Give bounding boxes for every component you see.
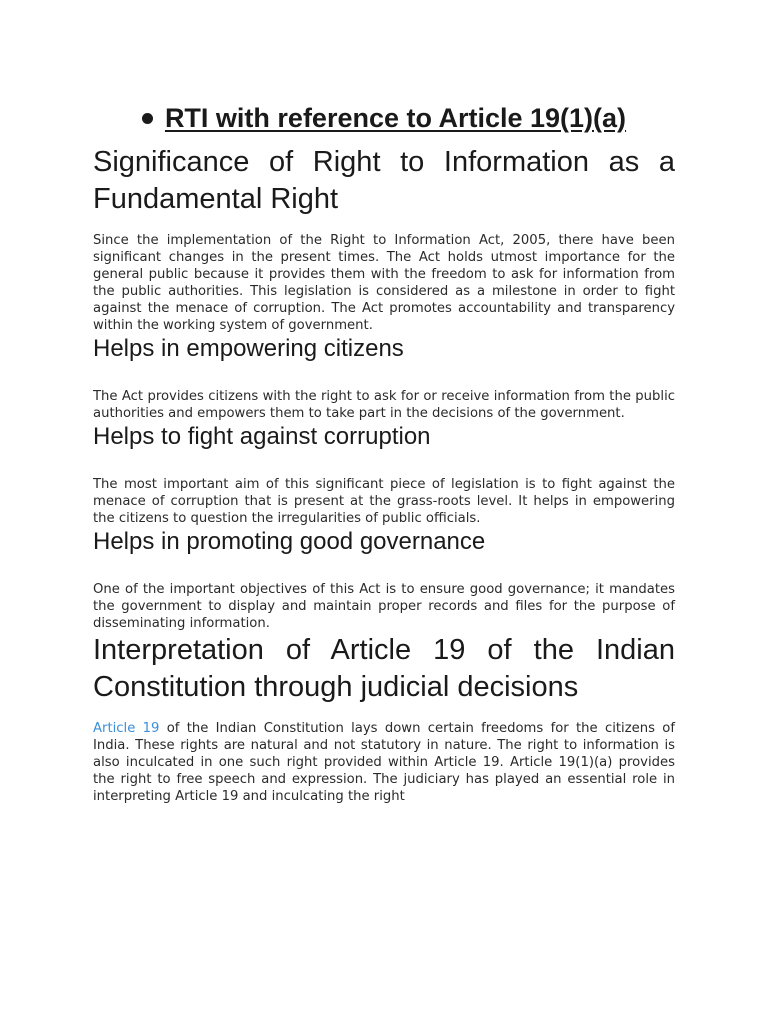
section-title-empowering: Helps in empowering citizens [93,335,404,362]
section-title-governance: Helps in promoting good governance [93,528,486,555]
bullet-heading [93,100,675,136]
section-body-interpretation-text: of the Indian Constitution lays down certain freedoms for the citizens of India. These rights are natural and not statutory in nature. The right to information is also inculcated in one such right provided within Article 19. Article 19(1)(a) provides the right to free speech and expression. The judiciary has played an essential role in interpreting Article 19 and inculcating the right [93,721,675,804]
section-title-interpretation: Interpretation of Article 19 of the Indian Constitution through judicial decisions [93,634,675,703]
section-body-empowering: The Act provides citizens with the right to ask for or receive information from the public authorities and empowers them to take part in the decisions of the government. [93,389,675,421]
document-content [93,100,675,805]
section-body-corruption: The most important aim of this significant piece of legislation is to fight against the menace of corruption that is present at the grass-roots level. It helps in empowering the citizens to question the irregularities of public officials. [93,477,675,526]
section-title-significance: Significance of Right to Information as a Fundamental Right [93,146,675,215]
section-body-significance: Since the implementation of the Right to Information Act, 2005, there have been significant changes in the present times. The Act holds utmost importance for the general public because it provides them with the freedom to ask for information from the public authorities. This legislation is considered as a milestone in order to fight against the menace of corruption. The Act promotes accountability and transparency within the working system of government. [93,233,675,333]
bullet-heading-text: RTI with reference to Article 19(1)(a) [164,102,627,133]
article-19-link[interactable]: Article 19 [93,721,167,736]
section-body-interpretation [93,720,675,805]
bullet-dot-icon [142,113,153,124]
section-body-governance: One of the important objectives of this Act is to ensure good governance; it mandates the government to display and maintain proper records and files for the purpose of disseminating information. [93,582,675,631]
section-title-corruption: Helps to fight against corruption [93,423,431,450]
